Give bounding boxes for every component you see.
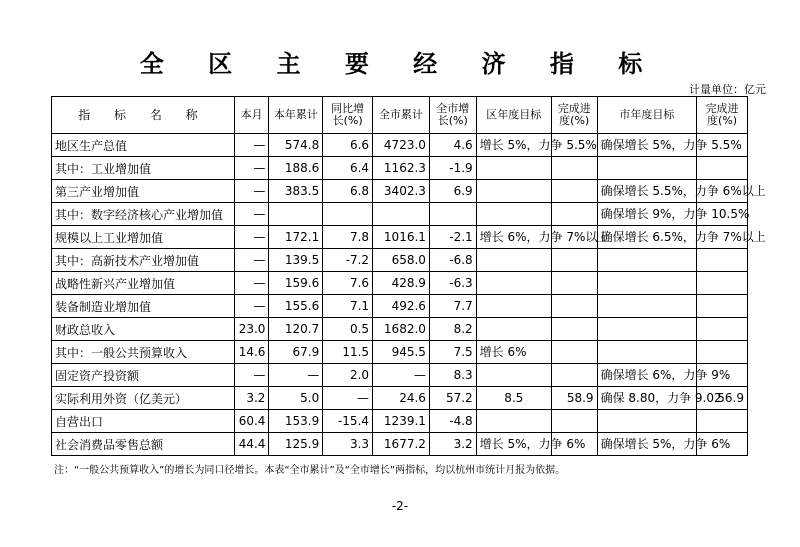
cell-district-target	[476, 180, 551, 203]
cell-yoy: 6.8	[323, 180, 373, 203]
footnote: 注：“一般公共预算收入”的增长为同口径增长。本表“全市累计”及“全市增长”两指标，均以杭州市统计月报为依据。	[54, 465, 566, 476]
cell-district-target	[476, 295, 551, 318]
cell-ytd: 153.9	[269, 410, 323, 433]
cell-ytd: 125.9	[269, 433, 323, 456]
cell-city-growth: 6.9	[429, 180, 476, 203]
indicators-table	[51, 96, 766, 456]
cell-district-target	[476, 272, 551, 295]
table-row	[52, 203, 748, 226]
cell-ytd	[269, 203, 323, 226]
cell-city-target: 确保增长 5%，力争 5.5%	[597, 134, 697, 157]
cell-yoy: 11.5	[323, 341, 373, 364]
cell-yoy: —	[323, 387, 373, 410]
cell-district-target: 8.5	[476, 387, 551, 410]
row-name: 第三产业增加值	[52, 180, 235, 203]
row-name: 装备制造业增加值	[52, 295, 235, 318]
table-row	[52, 387, 748, 410]
cell-city-growth: -6.3	[429, 272, 476, 295]
cell-ytd: —	[269, 364, 323, 387]
cell-ytd: 139.5	[269, 249, 323, 272]
cell-city-progress	[697, 410, 748, 433]
cell-progress	[551, 295, 597, 318]
cell-city-target	[597, 318, 697, 341]
cell-city-ytd: 4723.0	[373, 134, 430, 157]
header-month: 本月	[234, 97, 269, 134]
cell-city-progress	[697, 295, 748, 318]
cell-progress	[551, 249, 597, 272]
cell-ytd: 120.7	[269, 318, 323, 341]
cell-yoy: -15.4	[323, 410, 373, 433]
cell-progress	[551, 180, 597, 203]
cell-city-growth: 7.5	[429, 341, 476, 364]
cell-district-target: 增长 6%，力争 7%以上	[476, 226, 551, 249]
cell-district-target	[476, 249, 551, 272]
cell-ytd: 155.6	[269, 295, 323, 318]
cell-district-target: 增长 6%	[476, 341, 551, 364]
cell-yoy: 2.0	[323, 364, 373, 387]
cell-city-target: 确保增长 5.5%，力争 6%以上	[597, 180, 697, 203]
table-row	[52, 341, 748, 364]
table-row	[52, 272, 748, 295]
cell-city-ytd: 492.6	[373, 295, 430, 318]
cell-city-target: 确保增长 9%，力争 10.5%	[597, 203, 697, 226]
cell-city-ytd: 1239.1	[373, 410, 430, 433]
cell-city-target	[597, 295, 697, 318]
cell-city-target	[597, 341, 697, 364]
row-name: 其中：一般公共预算收入	[52, 341, 235, 364]
cell-city-ytd: 1162.3	[373, 157, 430, 180]
cell-city-progress: 56.9	[697, 387, 748, 410]
cell-yoy: 6.6	[323, 134, 373, 157]
cell-progress	[551, 272, 597, 295]
cell-city-ytd: —	[373, 364, 430, 387]
cell-month: —	[234, 134, 269, 157]
cell-city-growth: 3.2	[429, 433, 476, 456]
cell-yoy: 7.8	[323, 226, 373, 249]
cell-month: —	[234, 272, 269, 295]
page-title: 全 区 主 要 经 济 指 标	[139, 50, 661, 78]
cell-district-target: 增长 5%，力争 5.5%	[476, 134, 551, 157]
cell-city-progress	[697, 272, 748, 295]
table-row	[52, 249, 748, 272]
header-yoy: 同比增长(%)	[323, 97, 373, 134]
cell-city-growth: 4.6	[429, 134, 476, 157]
header-city-target: 市年度目标	[597, 97, 697, 134]
table-row	[52, 318, 748, 341]
cell-ytd: 383.5	[269, 180, 323, 203]
cell-progress	[551, 318, 597, 341]
cell-city-growth: 7.7	[429, 295, 476, 318]
cell-city-target	[597, 157, 697, 180]
row-name: 自营出口	[52, 410, 235, 433]
cell-city-growth	[429, 203, 476, 226]
cell-progress	[551, 410, 597, 433]
cell-city-ytd	[373, 203, 430, 226]
row-name: 固定资产投资额	[52, 364, 235, 387]
cell-district-target	[476, 410, 551, 433]
cell-city-growth: -6.8	[429, 249, 476, 272]
cell-yoy	[323, 203, 373, 226]
unit-label: 计量单位：亿元	[689, 83, 766, 96]
row-name: 战略性新兴产业增加值	[52, 272, 235, 295]
cell-progress	[551, 203, 597, 226]
cell-city-target	[597, 249, 697, 272]
cell-month: —	[234, 157, 269, 180]
cell-city-ytd: 3402.3	[373, 180, 430, 203]
table-row	[52, 364, 748, 387]
cell-city-ytd: 1677.2	[373, 433, 430, 456]
cell-city-ytd: 945.5	[373, 341, 430, 364]
header-city-ytd: 全市累计	[373, 97, 430, 134]
row-name: 规模以上工业增加值	[52, 226, 235, 249]
cell-city-target	[597, 272, 697, 295]
cell-city-ytd: 1682.0	[373, 318, 430, 341]
cell-district-target: 增长 5%，力争 6%	[476, 433, 551, 456]
row-name: 地区生产总值	[52, 134, 235, 157]
cell-yoy: 6.4	[323, 157, 373, 180]
header-district-target: 区年度目标	[476, 97, 551, 134]
cell-yoy: 0.5	[323, 318, 373, 341]
cell-month: —	[234, 180, 269, 203]
cell-city-growth: -1.9	[429, 157, 476, 180]
cell-month: 44.4	[234, 433, 269, 456]
cell-city-target: 确保增长 5%，力争 6%	[597, 433, 697, 456]
row-name: 其中：高新技术产业增加值	[52, 249, 235, 272]
cell-ytd: 67.9	[269, 341, 323, 364]
cell-month: —	[234, 203, 269, 226]
header-row	[52, 97, 748, 134]
cell-city-growth: 8.2	[429, 318, 476, 341]
cell-city-target: 确保增长 6.5%，力争 7%以上	[597, 226, 697, 249]
cell-city-growth: 57.2	[429, 387, 476, 410]
row-name: 其中：数字经济核心产业增加值	[52, 203, 235, 226]
cell-city-target: 确保增长 6%，力争 9%	[597, 364, 697, 387]
cell-district-target	[476, 364, 551, 387]
table-row	[52, 295, 748, 318]
cell-ytd: 172.1	[269, 226, 323, 249]
table-row	[52, 410, 748, 433]
cell-city-growth: -4.8	[429, 410, 476, 433]
row-name: 社会消费品零售总额	[52, 433, 235, 456]
cell-city-progress	[697, 249, 748, 272]
cell-district-target	[476, 203, 551, 226]
header-name: 指 标 名 称	[52, 97, 235, 134]
cell-district-target	[476, 318, 551, 341]
cell-ytd: 159.6	[269, 272, 323, 295]
header-ytd: 本年累计	[269, 97, 323, 134]
cell-city-progress	[697, 157, 748, 180]
cell-month: 60.4	[234, 410, 269, 433]
cell-ytd: 574.8	[269, 134, 323, 157]
cell-yoy: 7.6	[323, 272, 373, 295]
cell-month: —	[234, 295, 269, 318]
cell-ytd: 5.0	[269, 387, 323, 410]
cell-yoy: 7.1	[323, 295, 373, 318]
header-progress: 完成进度(%)	[551, 97, 597, 134]
header-city-progress: 完成进度(%)	[697, 97, 748, 134]
table-row	[52, 433, 748, 456]
table-row	[52, 157, 748, 180]
table-row	[52, 134, 748, 157]
cell-month: —	[234, 249, 269, 272]
row-name: 财政总收入	[52, 318, 235, 341]
cell-progress: 58.9	[551, 387, 597, 410]
cell-city-target: 确保 8.80，力争 9.02	[597, 387, 697, 410]
cell-progress	[551, 364, 597, 387]
cell-yoy: -7.2	[323, 249, 373, 272]
cell-ytd: 188.6	[269, 157, 323, 180]
page-number: -2-	[391, 499, 409, 513]
cell-city-ytd: 428.9	[373, 272, 430, 295]
header-city-growth: 全市增长(%)	[429, 97, 476, 134]
cell-city-ytd: 24.6	[373, 387, 430, 410]
cell-city-ytd: 658.0	[373, 249, 430, 272]
cell-city-progress	[697, 341, 748, 364]
cell-city-growth: 8.3	[429, 364, 476, 387]
cell-district-target	[476, 157, 551, 180]
cell-month: 23.0	[234, 318, 269, 341]
row-name: 实际利用外资（亿美元）	[52, 387, 235, 410]
cell-progress	[551, 341, 597, 364]
cell-city-growth: -2.1	[429, 226, 476, 249]
cell-yoy: 3.3	[323, 433, 373, 456]
table-row	[52, 180, 748, 203]
cell-month: 14.6	[234, 341, 269, 364]
cell-month: 3.2	[234, 387, 269, 410]
cell-city-target	[597, 410, 697, 433]
cell-city-progress	[697, 318, 748, 341]
table-row	[52, 226, 748, 249]
cell-progress	[551, 157, 597, 180]
cell-city-ytd: 1016.1	[373, 226, 430, 249]
row-name: 其中：工业增加值	[52, 157, 235, 180]
cell-month: —	[234, 364, 269, 387]
cell-month: —	[234, 226, 269, 249]
